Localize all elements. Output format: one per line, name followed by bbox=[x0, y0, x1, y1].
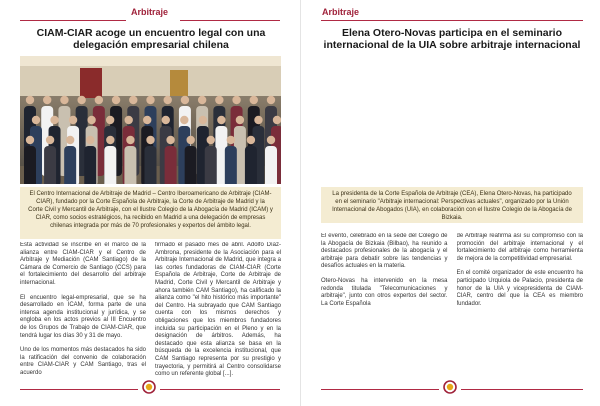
person-head bbox=[166, 136, 174, 144]
person-head bbox=[95, 96, 103, 104]
person-head bbox=[162, 116, 170, 124]
person-head bbox=[69, 116, 77, 124]
body-column-1 bbox=[321, 233, 448, 373]
paragraph: Uno de los momentos más destacados ha sido la ratificación del convenio de colaboración entre CIAM-CIAR y CAM Santiago, tras el acuerdo bbox=[20, 347, 146, 376]
lead-banner: La presidenta de la Corte Española de Arbitraje (CEA), Elena Otero-Novas, ha participado en el seminario "Arbitraje internacional: Perspectivas actuales", organizado por la Unión Internacional de Abogados (UIA), en colaboración con el Ilustre Colegio de la Abogacía de Bizkaia. bbox=[321, 187, 583, 223]
article-title: Elena Otero-Novas participa en el seminario internacional de la UIA sobre arbitraje internacional bbox=[323, 27, 581, 51]
person-head bbox=[143, 116, 151, 124]
corte-logo-icon bbox=[142, 380, 156, 394]
paragraph: El encuentro legal-empresarial, que se ha desarrollado en ICAM, forma parte de una intensa agenda institucional y jurídica, y se engloba en los actos previos al III Encuentro de los Grupos de Trabajo de CIAM-CIAR, que tendrá lugar los días 30 y 31 de mayo. bbox=[20, 294, 146, 339]
person-head bbox=[180, 116, 188, 124]
lead-banner: El Centro Internacional de Arbitraje de Madrid – Centro Iberoamericano de Arbitraje (CIAM-CIAR), fundado por la Corte Española de Arbitraje, la Corte de Arbitraje de Madrid y la Corte Civil y Mercantil de Arbitraje, con el Ilustre Colegio de la Abogacía de Madrid (ICAM) y CIAR, como socios estratégicos, ha recibido en Madrid a una delegación de empresas chilenas integrada por más de 70 profesionales y expertos del ámbito legal. bbox=[20, 187, 281, 239]
paragraph: En el comité organizador de este encuentro ha participado Urquiola de Palacio, presidenta de honor de la UIA y vicepresidenta de CIAM-CIAR, centro del que la CEA es miembro fundador. bbox=[456, 270, 583, 307]
group-photo-illustration bbox=[20, 56, 281, 184]
person-head bbox=[66, 136, 74, 144]
person-figure bbox=[24, 146, 36, 184]
section-rule-right bbox=[180, 20, 280, 21]
person-head bbox=[247, 136, 255, 144]
person-figure bbox=[245, 146, 257, 184]
person-figure bbox=[265, 146, 277, 184]
paragraph: Otero-Novas ha intervenido en la mesa redonda titulada "Telecomunicaciones y arbitraje", junto con otros expertos del sector. La Corte Española bbox=[321, 277, 448, 307]
person-figure bbox=[44, 146, 56, 184]
group-photo bbox=[20, 56, 281, 184]
person-head bbox=[181, 96, 189, 104]
person-head bbox=[267, 136, 275, 144]
article-title: CIAM-CIAR acoge un encuentro legal con una delegación empresarial chilena bbox=[36, 27, 266, 51]
person-head bbox=[146, 136, 154, 144]
person-head bbox=[87, 116, 95, 124]
person-figure bbox=[185, 146, 197, 184]
person-head bbox=[26, 136, 34, 144]
person-head bbox=[146, 96, 154, 104]
body-columns bbox=[20, 242, 281, 382]
person-figure bbox=[104, 146, 116, 184]
body-column-2 bbox=[457, 233, 584, 373]
section-rule bbox=[321, 20, 583, 21]
person-head bbox=[77, 96, 85, 104]
person-head bbox=[232, 96, 240, 104]
person-head bbox=[43, 96, 51, 104]
person-head bbox=[46, 136, 54, 144]
person-head bbox=[164, 96, 172, 104]
person-head bbox=[86, 136, 94, 144]
person-head bbox=[267, 96, 275, 104]
section-label: Arbitraje bbox=[131, 7, 169, 17]
footer-rule-right bbox=[160, 389, 280, 390]
paragraph: de Arbitraje reafirma así su compromiso con la promoción del arbitraje internacional y el fortalecimiento del arbitraje como herramienta de mejora de la competitividad empresarial. bbox=[456, 233, 583, 262]
person-figure bbox=[145, 146, 157, 184]
person-head bbox=[273, 116, 281, 124]
section-label: Arbitraje bbox=[322, 7, 360, 17]
person-head bbox=[207, 136, 215, 144]
footer-rule-left bbox=[321, 389, 439, 390]
person-figure bbox=[205, 146, 217, 184]
footer-rule-left bbox=[20, 389, 138, 390]
paragraph: firmado el pasado mes de abril. Adolfo Díaz-Ambrona, presidente de la Asociación para el Arbitraje Internacional de Madrid, que integra a las cortes fundadoras de CIAM-CIAR (Corte Española de Arbitraje, Corte de Arbitraje de Madrid, Corte Civil y Mercantil de Arbitraje y ahora también CAM Santiago), ha calificado la alianza como "el hito histórico más importante" del Centro. Ha subrayado que CAM Santiago cuenta con los mismos derechos y obligaciones que los miembros fundadores incluida su participación en el Pleno y en la designación de árbitros. Además, ha destacado que esta alianza se basa en la búsqueda de la excelencia institucional, que CAM Santiago representa por su prestigio y trayectoria, y permitirá al Centro consolidarse como un referente global [...]. bbox=[155, 242, 281, 378]
person-head bbox=[112, 96, 120, 104]
person-head bbox=[186, 136, 194, 144]
person-head bbox=[217, 116, 225, 124]
person-head bbox=[254, 116, 262, 124]
person-head bbox=[124, 116, 132, 124]
paragraph: El evento, celebrado en la sede del Colegio de la Abogacía de Bizkaia (Bilbao), ha reunido a destacados profesionales de la abogacía y el arbitraje para debatir sobre las tendencias y desafíos actuales en la materia. bbox=[321, 233, 448, 270]
person-head bbox=[126, 136, 134, 144]
right-page bbox=[300, 0, 600, 406]
section-rule-left bbox=[20, 20, 126, 21]
person-head bbox=[50, 116, 58, 124]
body-column-2 bbox=[155, 242, 281, 382]
corte-logo-icon bbox=[443, 380, 457, 394]
person-head bbox=[199, 116, 207, 124]
person-figure bbox=[84, 146, 96, 184]
person-head bbox=[236, 116, 244, 124]
person-figure bbox=[165, 146, 177, 184]
person-head bbox=[106, 116, 114, 124]
person-head bbox=[60, 96, 68, 104]
footer-rule-right bbox=[461, 389, 583, 390]
person-head bbox=[227, 136, 235, 144]
body-column-1 bbox=[20, 242, 146, 382]
paragraph: Esta actividad se inscribe en el marco de la alianza entre CIAM-CIAR y el Centro de Arbitraje y Mediación (CAM Santiago) de la Cámara de Comercio de Santiago (CCS) para el fortalecimiento del desarrollo del arbitraje internacional. bbox=[20, 242, 146, 286]
person-head bbox=[215, 96, 223, 104]
body-columns bbox=[321, 233, 583, 373]
person-figure bbox=[124, 146, 136, 184]
person-figure bbox=[225, 146, 237, 184]
person-head bbox=[198, 96, 206, 104]
person-head bbox=[26, 96, 34, 104]
person-figure bbox=[64, 146, 76, 184]
person-head bbox=[129, 96, 137, 104]
person-head bbox=[250, 96, 258, 104]
person-head bbox=[32, 116, 40, 124]
person-head bbox=[106, 136, 114, 144]
